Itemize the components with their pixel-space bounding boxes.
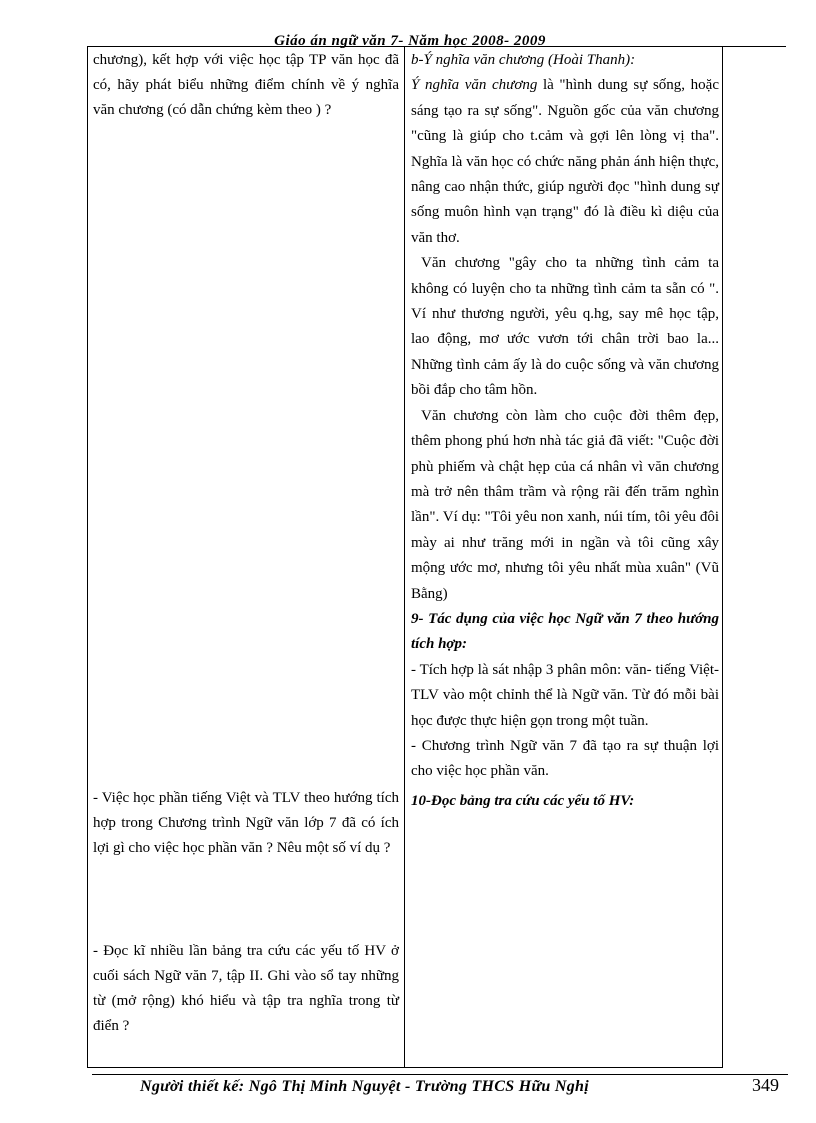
answer-paragraph-5: - Chương trình Ngữ văn 7 đã tạo ra sự thuận lợi cho việc học phần văn. [411, 737, 719, 780]
page-number: 349 [752, 1075, 779, 1095]
footer-author: Người thiết kế: Ngô Thị Minh Nguyệt - Trường THCS Hữu Nghị [140, 1078, 590, 1095]
answer-paragraph-1-lead: Ý nghĩa văn chương [411, 77, 538, 94]
column-divider [404, 46, 405, 1068]
answer-paragraph-1 [411, 73, 719, 251]
page-header-title: Giáo án ngữ văn 7- Năm học 2008- 2009 [274, 33, 546, 49]
right-answer-column [411, 48, 719, 814]
left-question-1 [93, 48, 399, 123]
answer-paragraph-3: Văn chương còn làm cho cuộc đời thêm đẹp, thêm phong phú hơn nhà tác giả đã viết: "Cuộc đời phù phiếm và chật hẹp của cá nhân vì văn chương mà trở nên thâm trầm và rộng rãi đến trăm nghìn lần". Ví dụ: "Tôi yêu non xanh, núi tím, tôi yêu đôi mày ai như trăng mới in ngần và tôi cũng xây mộng ước mơ, nhưng tôi yêu nhất mùa xuân" (Vũ Bằng) [411, 407, 719, 602]
left-question-2 [93, 786, 399, 861]
left-question-1-text: chương), kết hợp với việc học tập TP văn học đã có, hãy phát biểu những điểm chính về ý nghĩa văn chương (có dẫn chứng kèm theo ) ? [93, 52, 399, 118]
section-10-heading: 10-Đọc bảng tra cứu các yếu tố HV: [411, 792, 635, 809]
left-question-3-text: - Đọc kĩ nhiều lần bảng tra cứu các yếu tố HV ở cuối sách Ngữ văn 7, tập II. Ghi vào sổ tay những từ (mở rộng) khó hiểu và tập tra nghĩa trong từ điển ? [93, 943, 399, 1034]
answer-paragraph-1-rest: là "hình dung sự sống, hoặc sáng tạo ra sự sống". Nguồn gốc của văn chương "cũng là giúp cho t.cảm và gợi lên lòng vị tha". Nghĩa là văn học có chức năng phản ánh hiện thực, nâng cao nhận thức, giúp người đọc "hình dung sự sống muôn hình vạn trạng" đó là điều kì diệu của văn thơ. [411, 77, 719, 246]
answer-paragraph-2: Văn chương "gây cho ta những tình cảm ta không có luyện cho ta những tình cảm ta sẵn có ". Ví như thương người, yêu q.hg, say mê học tập, lao động, mơ ước vươn tới chân trời bao la... Những tình cảm ấy là do cuộc sống và văn chương bồi đắp cho tâm hồn. [411, 255, 719, 399]
answer-paragraph-4: - Tích hợp là sát nhập 3 phân môn: văn- tiếng Việt- TLV vào một chỉnh thể là Ngữ văn. Từ đó mỗi bài học được thực hiện gọn trong một tuần. [411, 661, 719, 729]
footer-rule [92, 1074, 788, 1075]
section-b-heading: b-Ý nghĩa văn chương (Hoài Thanh): [411, 52, 636, 68]
section-9-heading: 9- Tác dụng của việc học Ngữ văn 7 theo hướng tích hợp: [411, 610, 719, 653]
left-question-2-text: - Việc học phần tiếng Việt và TLV theo hướng tích hợp trong Chương trình Ngữ văn lớp 7 đã có ích lợi gì cho việc học phần văn ? Nêu một số ví dụ ? [93, 790, 399, 856]
left-question-3 [93, 939, 399, 1039]
